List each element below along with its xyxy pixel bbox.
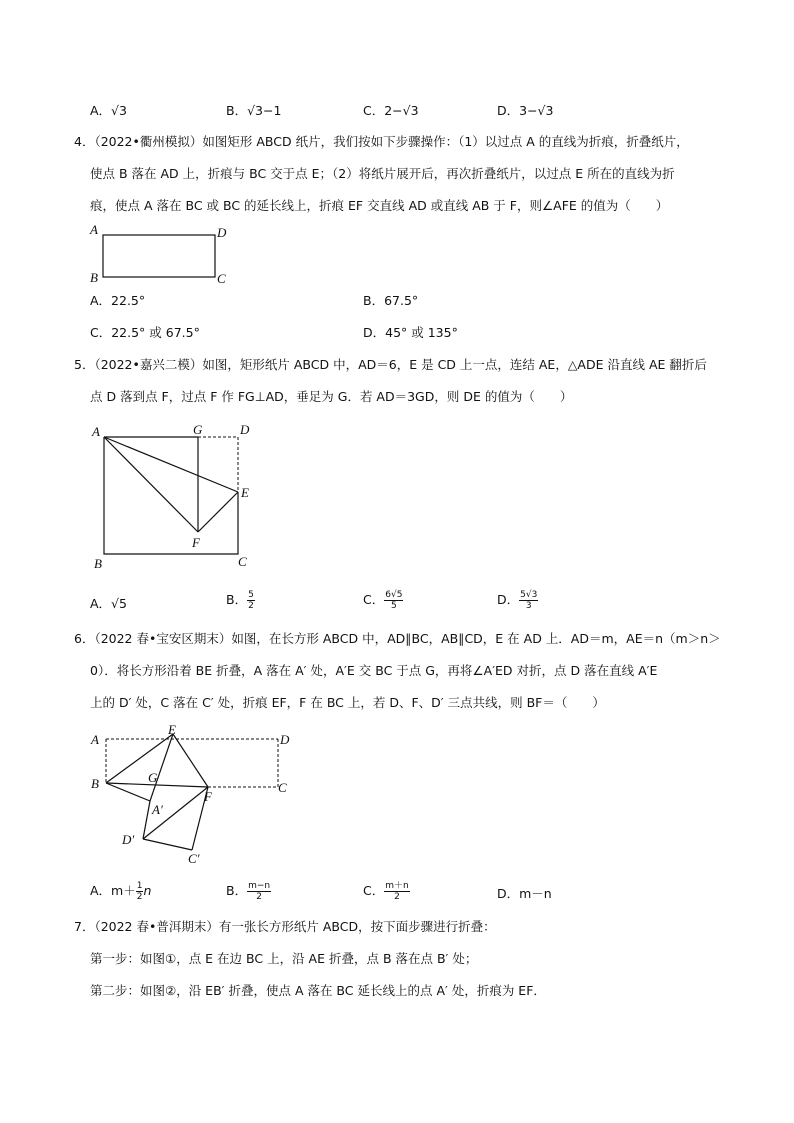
q6-label-g: G	[148, 770, 158, 785]
q4-option-b: B．67.5°	[363, 293, 419, 308]
q4-rectangle	[103, 235, 215, 277]
q5-line-af	[104, 437, 198, 532]
q5-label-b: B	[94, 556, 102, 571]
q4-option-c: C．22.5° 或 67.5°	[90, 325, 200, 340]
q5-option-c: C． $\frac{6√5}{5}$	[363, 590, 403, 611]
q4-text-line-3: 痕，使点 A 落在 BC 或 BC 的延长线上，折痕 EF 交直线 AD 或直线 AB 于 F，则∠AFE 的值为（ ）	[90, 198, 669, 213]
q7-text-line-2: 第一步：如图①，点 E 在边 BC 上，沿 AE 折叠，点 B 落在点 B′ 处；	[90, 951, 478, 966]
q6-label-f: F	[204, 789, 212, 804]
q5-label-f: F	[192, 535, 200, 550]
q4-text-line-2: 使点 B 落在 AD 上，折痕与 BC 交于点 E；（2）将纸片展开后，再次折叠纸片，以过点 E 所在的直线为折	[90, 166, 675, 181]
q6-label-e: E	[168, 722, 176, 737]
q6-option-c: C． $\frac{m+n}{2}$	[363, 881, 409, 902]
q5-rectangle-solid-edges	[104, 437, 238, 554]
q6-text-line-2: 0）．将长方形沿着 BE 折叠，A 落在 A′ 处，A′E 交 BC 于点 G，再将∠A′ED 对折，点 D 落在直线 A′E	[90, 663, 658, 678]
q7-text-line-3: 第二步：如图②，沿 EB′ 折叠，使点 A 落在 BC 延长线上的点 A′ 处，折痕为 EF．	[90, 983, 546, 998]
q4-label-a: A	[90, 222, 98, 237]
q6-line-be	[106, 734, 173, 783]
q6-figure	[88, 722, 308, 867]
q6-line-ea-prime	[150, 734, 173, 801]
q6-line-d-prime-c-prime	[143, 839, 192, 850]
q7-text-line-1: 7．（2022 春•普洱期末）有一张长方形纸片 ABCD，按下面步骤进行折叠：	[74, 919, 496, 934]
q3-option-d: D．3−√3	[497, 103, 554, 118]
q5-option-b: B． $\frac{5}{2}$	[226, 590, 254, 611]
q6-line-a-prime-d-prime	[143, 801, 150, 839]
q4-figure	[88, 222, 238, 286]
q6-label-a-prime: A′	[152, 802, 163, 817]
q5-figure	[90, 420, 260, 575]
q5-label-g: G	[193, 422, 203, 437]
q6-line-ef	[173, 734, 208, 787]
q4-option-a: A．22.5°	[90, 293, 146, 308]
q6-label-d-prime: D′	[122, 832, 135, 847]
q4-label-d: D	[217, 225, 227, 240]
q4-label-b: B	[90, 270, 98, 285]
q6-label-b: B	[91, 776, 99, 791]
q6-option-a: A．m＋ $\frac{1}{2}$ n	[90, 881, 152, 902]
q3-option-a: A．√3	[90, 103, 127, 118]
q5-text-line-2: 点 D 落到点 F，过点 F 作 FG⊥AD，垂足为 G．若 AD＝3GD，则 DE 的值为（ ）	[90, 389, 573, 404]
q5-label-a: A	[92, 424, 100, 439]
q5-line-fe	[198, 492, 238, 532]
q5-label-e: E	[241, 485, 249, 500]
q6-line-ba-prime	[106, 783, 150, 801]
q3-option-b: B．√3−1	[226, 103, 282, 118]
q6-option-b: B． $\frac{m-n}{2}$	[226, 881, 271, 902]
q6-option-d: D．m－n	[497, 886, 552, 901]
q5-label-c: C	[238, 554, 247, 569]
q6-label-c: C	[278, 780, 287, 795]
q4-option-d: D．45° 或 135°	[363, 325, 458, 340]
q4-label-c: C	[217, 271, 226, 286]
q6-label-d: D	[280, 732, 290, 747]
q6-label-c-prime: C′	[188, 851, 200, 866]
q3-option-c: C．2−√3	[363, 103, 419, 118]
q6-text-line-3: 上的 D′ 处，C 落在 C′ 处，折痕 EF，F 在 BC 上，若 D、F、D′ 三点共线，则 BF＝（ ）	[90, 695, 605, 710]
q5-text-line-1: 5．（2022•嘉兴二模）如图，矩形纸片 ABCD 中，AD＝6，E 是 CD 上一点，连结 AE，△ADE 沿直线 AE 翻折后	[74, 357, 707, 372]
q4-text-line-1: 4．（2022•衢州模拟）如图矩形 ABCD 纸片，我们按如下步骤操作：（1）以过点 A 的直线为折痕，折叠纸片，	[74, 134, 689, 149]
q6-text-line-1: 6．（2022 春•宝安区期末）如图，在长方形 ABCD 中，AD∥BC，AB∥CD，E 在 AD 上．AD＝m，AE＝n（m＞n＞	[74, 631, 721, 646]
q5-label-d: D	[240, 422, 250, 437]
q5-option-a: A．√5	[90, 596, 127, 611]
q6-label-a: A	[91, 732, 99, 747]
q5-line-ae	[104, 437, 238, 492]
q5-option-d: D． $\frac{5√3}{3}$	[497, 590, 538, 611]
